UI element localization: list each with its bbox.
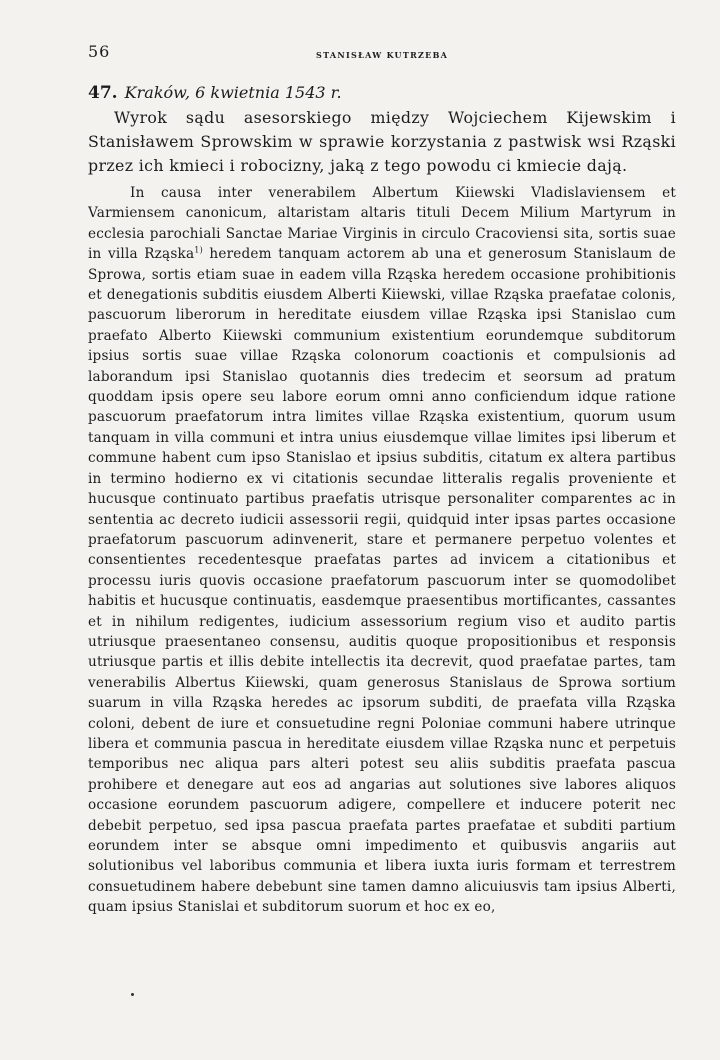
footnote-reference: 1) <box>194 245 203 255</box>
ink-speck <box>131 993 134 996</box>
body-text-start: In causa inter venerabilem Albertum Kiiewski Vladislaviensem et Varmiensem canonicum, altaristam altaris tituli Decem Milium Martyrum in ecclesia parochiali Sanctae Mariae Virginis in circulo Cracoviensi sita, sortis suae in villa Rząska <box>88 185 676 263</box>
body-text-continuation: heredem tanquam actorem ab una et generosum Stanislaum de Sprowa, sortis etiam suae in eadem villa Rząska heredem occasione prohibitionis et denegationis subditis eiusdem Alberti Kiiewski, villae Rząska praefatae colonis, pascuorum liberorum in hereditate eiusdem villae Rząska ipsi Stanislao cum praefato Alberto Kiiewski communium existentium eorundemque subditorum ipsius sortis suae villae Rząska colonorum coactionis et compulsionis ad laborandum ipsi Stanislao quotannis dies tredecim et seorsum ad pratum quoddam ipsis opere seu labore eorum omni anno conficiendum idque ratione pascuorum praefatorum intra limites villae Rząska existentium, quorum usum tanquam in villa communi et intra unius eiusdemque villae limites ipsi liberum et commune habent cum ipso Stanislao et ipsius subditis, citatum ex altera partibus in termino hodierno ex vi citationis secundae litteralis regalis proveniente et hucusque continuato partibus praefatis utrisque personaliter comparentes ac in sententia ac decreto iudicii assessorii regii, quidquid inter ipsas partes occasione praefatorum pascuorum adinvenerit, stare et permanere perpetuo volentes et consentientes recedentesque praefatas partes ad invicem a citationibus et processu iuris quovis occasione praefatorum pascuorum inter se quomodolibet habitis et hucusque continuatis, easdemque praesentibus mortificantes, cassantes et in nihilum redigentes, iudicium assessorium regium viso et audito partis utriusque praesentaneo consensu, auditis quoque propositionibus et responsis utriusque partis et illis debite intellectis ita decrevit, quod praefatae partes, tam venerabilis Albertus Kiiewski, quam generosus Stanislaus de Sprowa sortium suarum in villa Rząska heredes ac ipsorum subditi, de praefata villa Rząska coloni, debent de iure et consuetudine regni Poloniae communi habere utrinque libera et communia pascua in hereditate eiusdem villae Rząska nunc et perpetuis temporibus nec aliqua pars alteri potest seu aliis subditis praefata pascua prohibere et denegare aut eos ad angarias aut solutiones sive labores aliquos occasione eorundem pascuorum adigere, compellere et inducere poterit nec debebit perpetuo, sed ipsa pascua praefata partes praefatae et subditi partium eorundem inter se absque omni impedimento et quibusvis angariis aut solutionibus vel laboribus communia et libera iuxta iuris formam et terrestrem consuetudinem habere debebunt sine tamen damno alicuiusvis tam ipsius Alberti, quam ipsius Stanislai et subditorum suorum et hoc ex eo, <box>88 246 676 916</box>
page-number: 56 <box>88 42 111 61</box>
document-body <box>88 183 676 923</box>
running-head: STANISŁAW KUTRZEBA <box>316 50 449 60</box>
document-place-date: Kraków, 6 kwietnia 1543 r. <box>124 83 342 102</box>
document-number: 47. <box>88 83 118 103</box>
document-heading <box>88 82 676 104</box>
document-summary: Wyrok sądu asesorskiego między Wojciechem Kijewskim i Stanisławem Sprowskim w sprawie korzystania z pastwisk wsi Rząski przez ich kmieci i robocizny, jaką z tego powodu ci kmiecie dają. <box>88 108 676 175</box>
page-header <box>88 42 676 68</box>
